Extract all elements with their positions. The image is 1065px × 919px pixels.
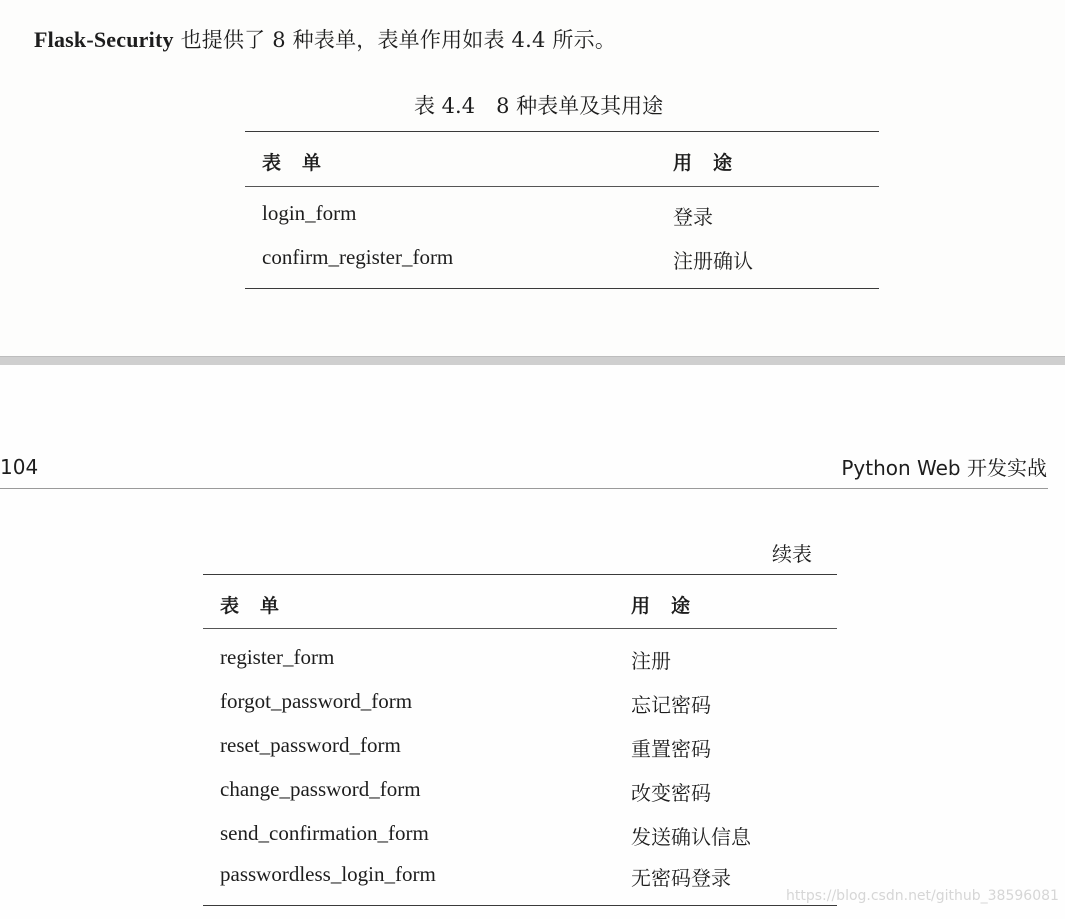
bottom-row-6-form: passwordless_login_form [220,862,436,886]
bottom-row-1-use: 注册 [631,649,671,673]
bottom-table-header-rule [203,628,837,629]
watermark: https://blog.csdn.net/github_38596081 [786,888,1059,904]
running-head: Python Web 开发实战 [841,456,1047,480]
continued-label: 续表 [772,542,812,566]
table-caption: 表 4.4 8 种表单及其用途 [414,94,664,118]
bottom-row-3-use: 重置密码 [631,737,711,761]
page-separator [0,356,1065,365]
bottom-page [0,365,1065,919]
bottom-row-2-use: 忘记密码 [631,693,711,717]
bottom-row-3-form: reset_password_form [220,733,401,757]
bottom-row-4-form: change_password_form [220,777,421,801]
top-row-2-use: 注册确认 [673,249,753,273]
top-table-bottom-rule [245,288,879,289]
bottom-header-use: 用 途 [631,595,692,617]
top-table-top-rule [245,131,879,132]
bottom-table-top-rule [203,574,837,575]
bottom-row-1-form: register_form [220,645,335,669]
bottom-row-2-form: forgot_password_form [220,689,413,713]
intro-lead: Flask-Security [34,27,174,52]
intro-paragraph [34,24,616,54]
top-header-use: 用 途 [673,152,734,174]
intro-text: 也提供了 8 种表单，表单作用如表 4.4 所示。 [173,28,617,52]
top-row-2-form: confirm_register_form [262,245,454,269]
bottom-row-5-form: send_confirmation_form [220,821,429,845]
bottom-header-form: 表 单 [220,595,281,617]
bottom-row-6-use: 无密码登录 [631,866,731,890]
bottom-table-bottom-rule [203,905,837,906]
top-table-header-rule [245,186,879,187]
top-row-1-form: login_form [262,201,357,225]
bottom-row-5-use: 发送确认信息 [631,825,751,849]
page-number: 104 [0,455,39,479]
top-row-1-use: 登录 [673,205,713,229]
top-header-form: 表 单 [262,152,323,174]
header-rule [0,488,1048,489]
bottom-row-4-use: 改变密码 [631,781,711,805]
